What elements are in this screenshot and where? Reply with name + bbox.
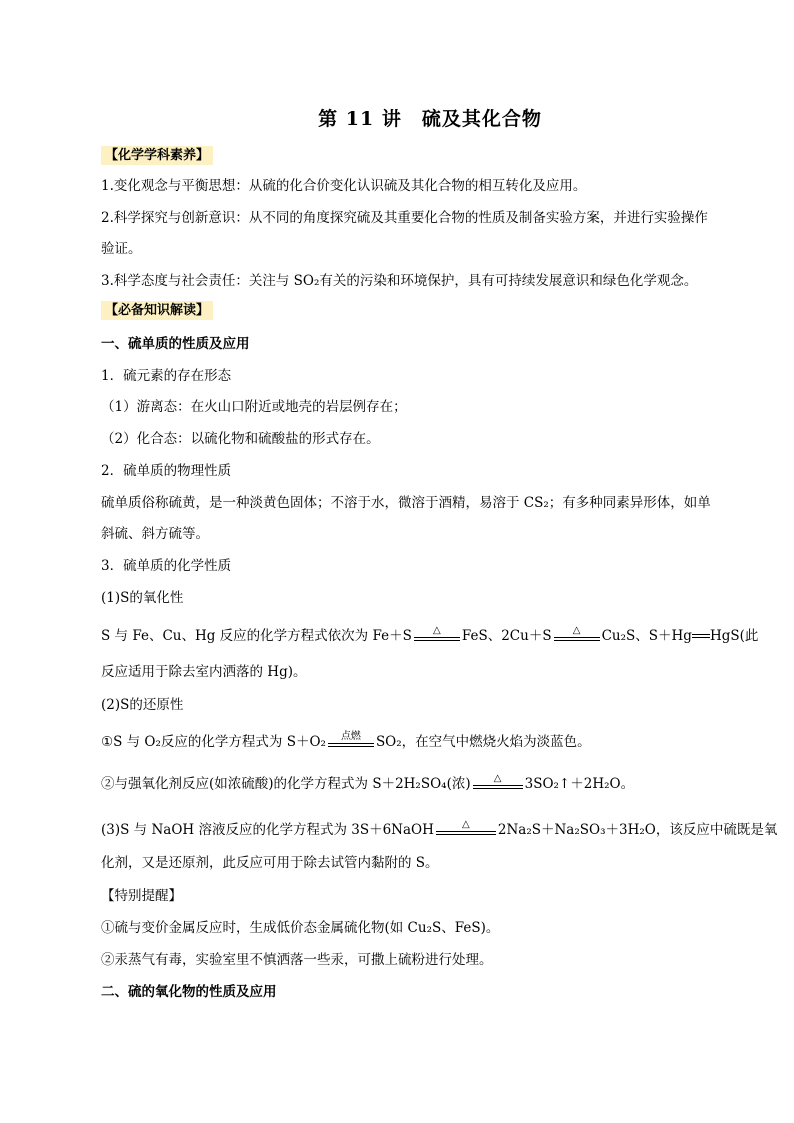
- subsection-1-title: 1．硫元素的存在形态: [101, 368, 232, 384]
- reducing-equation-2: ②与强氧化剂反应(如浓硫酸)的化学方程式为 S＋2H₂SO₄(浓) △ 3SO₂↑＋2H₂O。: [101, 772, 635, 792]
- tip-item-1: ①硫与变价金属反应时，生成低价态金属硫化物(如 Cu₂S、FeS)。: [101, 920, 500, 936]
- section-heading-2: 二、硫的氧化物的性质及应用: [101, 984, 277, 1000]
- heat-condition: △: [554, 629, 600, 645]
- reducing-heading: (2)S的还原性: [101, 697, 184, 713]
- heat-condition: △: [473, 777, 523, 793]
- combined-state-text: （2）化合态：以硫化物和硫酸盐的形式存在。: [101, 431, 380, 447]
- equals-sign: [692, 633, 710, 641]
- oxidizing-equations: S 与 Fe、Cu、Hg 反应的化学方程式依次为 Fe＋S △ FeS、2Cu＋S △ Cu₂S、S＋Hg HgS(此: [101, 624, 759, 644]
- physical-properties-text-cont: 斜硫、斜方硫等。: [101, 526, 209, 542]
- physical-properties-text: 硫单质俗称硫黄，是一种淡黄色固体；不溶于水，微溶于酒精，易溶于 CS₂；有多种同素异形体，如单: [101, 495, 711, 511]
- heat-condition: △: [414, 629, 460, 645]
- ignite-condition: 点燃: [328, 735, 374, 751]
- literacy-tag: 【化学学科素养】: [101, 146, 213, 165]
- tip-item-2: ②汞蒸气有毒，实验室里不慎洒落一些汞，可撒上硫粉进行处理。: [101, 952, 493, 968]
- literacy-item-2: 2.科学探究与创新意识：从不同的角度探究硫及其重要化合物的性质及制备实验方案，并进行实验操作: [101, 210, 708, 226]
- naoh-equation: (3)S 与 NaOH 溶液反应的化学方程式为 3S＋6NaOH △ 2Na₂S＋Na₂SO₃＋3H₂O，该反应中硫既是氧: [101, 818, 778, 838]
- naoh-equation-cont: 化剂，又是还原剂，此反应可用于除去试管内黏附的 S。: [101, 855, 439, 871]
- literacy-item-3: 3.科学态度与社会责任：关注与 SO₂有关的污染和环境保护，具有可持续发展意识和绿色化学观念。: [101, 273, 698, 289]
- oxidizing-heading: (1)S的氧化性: [101, 590, 184, 606]
- page-title: 第 11 讲 硫及其化合物: [318, 108, 542, 130]
- heat-condition: △: [436, 823, 496, 839]
- oxidizing-note: 反应适用于除去室内洒落的 Hg)。: [101, 664, 307, 680]
- section-heading-1: 一、硫单质的性质及应用: [101, 336, 250, 352]
- literacy-item-2-cont: 验证。: [101, 241, 142, 257]
- knowledge-tag: 【必备知识解读】: [101, 301, 213, 320]
- subsection-2-title: 2．硫单质的物理性质: [101, 463, 232, 479]
- free-state-text: （1）游离态：在火山口附近或地壳的岩层例存在；: [101, 399, 407, 415]
- tip-title: 【特别提醒】: [101, 888, 182, 904]
- subsection-3-title: 3．硫单质的化学性质: [101, 558, 232, 574]
- literacy-item-1: 1.变化观念与平衡思想：从硫的化合价变化认识硫及其化合物的相互转化及应用。: [101, 178, 587, 194]
- reducing-equation-1: ①S 与 O₂反应的化学方程式为 S＋O₂ 点燃 SO₂，在空气中燃烧火焰为淡蓝色。: [101, 730, 591, 750]
